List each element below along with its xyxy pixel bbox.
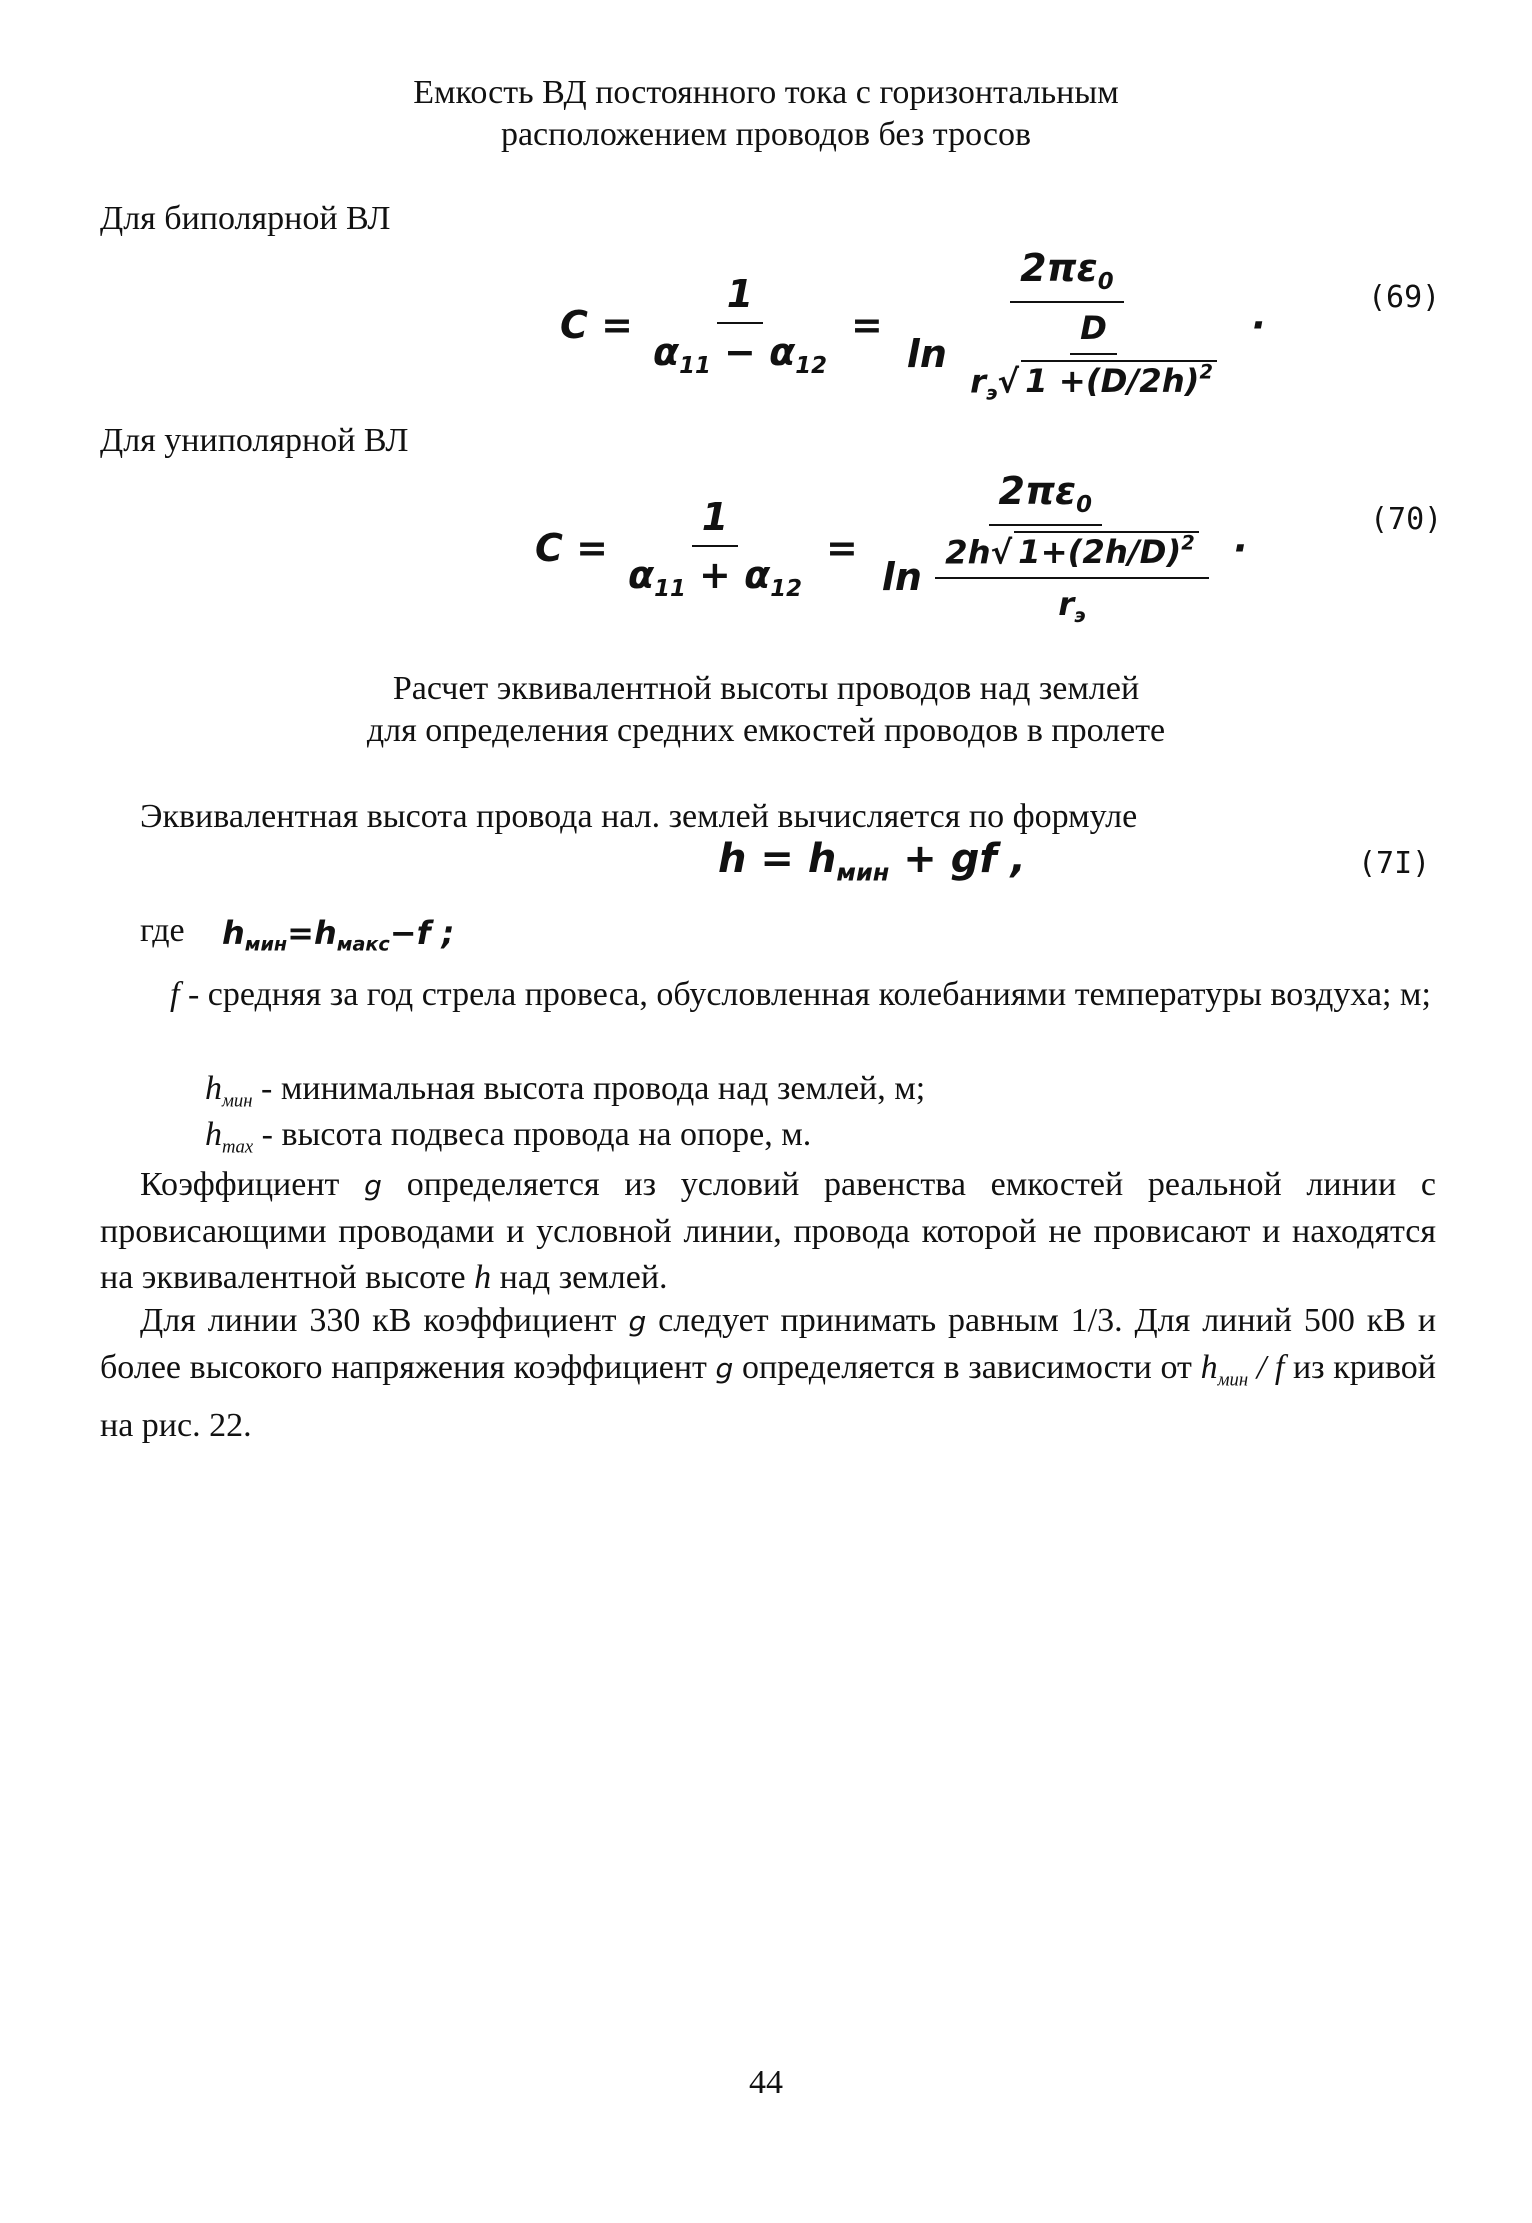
equation-number-70: (70) (1370, 502, 1443, 537)
symbol-hmin: $h_{мин}$ (205, 1070, 253, 1112)
symbol-g-3: g (715, 1352, 734, 1385)
formula-71: $h = h_{мин}$ + gf , (718, 836, 1026, 887)
coefficient-paragraph (100, 1162, 1436, 1301)
definition-f (100, 972, 1436, 1018)
line-paragraph-part-2: следует принимать равным 1/3. Для линий 500 кВ и более высокого напряжения коэффициент (100, 1302, 1437, 1386)
section-title-2-line-1: Расчет эквивалентной высоты проводов над землей (392, 670, 1140, 707)
where-label: где (140, 912, 185, 949)
symbol-g: g (364, 1169, 382, 1202)
symbol-hmin-over-f: $h_{мин}$ / f (1200, 1349, 1285, 1391)
definition-hmin-text: - минимальная высота провода над землей, м; (261, 1070, 926, 1107)
symbol-h: h (474, 1259, 492, 1296)
formula-70: C = $\frac{1}{\alpha_{11} + \alpha_{12}}$ = $2\pi\varepsilon_0$ ln $\frac{2h√ 1+(2h/D)^2}{r_э}$ · (535, 468, 1248, 628)
page-number: 44 (749, 2064, 783, 2101)
formula-69-lhs: C = (560, 303, 633, 347)
section-title-line-1: Емкость ВД постоянного тока с горизонтальным (413, 74, 1119, 111)
line-paragraph-part-4: из кривой на рис. 22. (100, 1349, 1436, 1445)
bipolar-label: Для биполярной ВЛ (100, 200, 391, 237)
formula-hmin-definition: $h_{мин}=h_{макс}-f$ ; (222, 914, 455, 956)
formula-69: C = $\frac{1}{\alpha_{11} - \alpha_{12}}$ = $2\pi\varepsilon_0$ ln $\frac{D}{r_э√ 1 +(D/2h)^2}$ · (560, 245, 1266, 405)
equation-number-69: (69) (1368, 280, 1441, 315)
symbol-f: f (170, 976, 180, 1013)
equation-number-71: (7I) (1358, 846, 1431, 881)
line-paragraph-part-1: Для линии 330 кВ коэффициент (140, 1302, 617, 1339)
symbol-hmax: $h_{max}$ (205, 1116, 254, 1158)
coefficient-paragraph-part-1: Коэффициент (140, 1166, 340, 1203)
formula-69-frac-1: $\frac{1}{\alpha_{11} - \alpha_{12}}$ (652, 271, 827, 379)
line-voltage-paragraph (100, 1298, 1436, 1449)
formula-70-lhs: C = (535, 526, 608, 570)
section-title-equivalent-height (0, 668, 1532, 752)
section-title-line-2: расположением проводов без тросов (500, 116, 1032, 153)
definition-hmax-text: - высота подвеса провода на опоре, м. (261, 1116, 812, 1153)
intro-line: Эквивалентная высота провода нал. землей вычисляется по формуле (140, 798, 1138, 835)
coefficient-paragraph-part-3: над землей. (499, 1259, 668, 1296)
formula-70-frac-1: $\frac{1}{\alpha_{11} + \alpha_{12}}$ (627, 494, 802, 602)
formula-69-frac-2: $2\pi\varepsilon_0$ ln $\frac{D}{r_э√ 1 +(D/2h)^2}$ (897, 246, 1237, 404)
formula-70-frac-2: $2\pi\varepsilon_0$ ln $\frac{2h√ 1+(2h/D)^2}{r_э}$ (872, 469, 1219, 627)
definition-f-text: - средняя за год стрела провеса, обусловленная колебаниями температуры воздуха; м; (187, 976, 1431, 1013)
coefficient-paragraph-part-2: определяется из условий равенства емкостей реальной линии с провисающими проводами и условной линии, провода которой не провисают и находятся на эквивалентной высоте (100, 1166, 1437, 1296)
section-title-capacitance (0, 72, 1532, 156)
section-title-2-line-2: для определения средних емкостей проводов в пролете (366, 712, 1166, 749)
symbol-g-2: g (628, 1305, 647, 1338)
line-paragraph-part-3: определяется в зависимости от (741, 1349, 1192, 1386)
unipolar-label: Для униполярной ВЛ (100, 422, 409, 459)
